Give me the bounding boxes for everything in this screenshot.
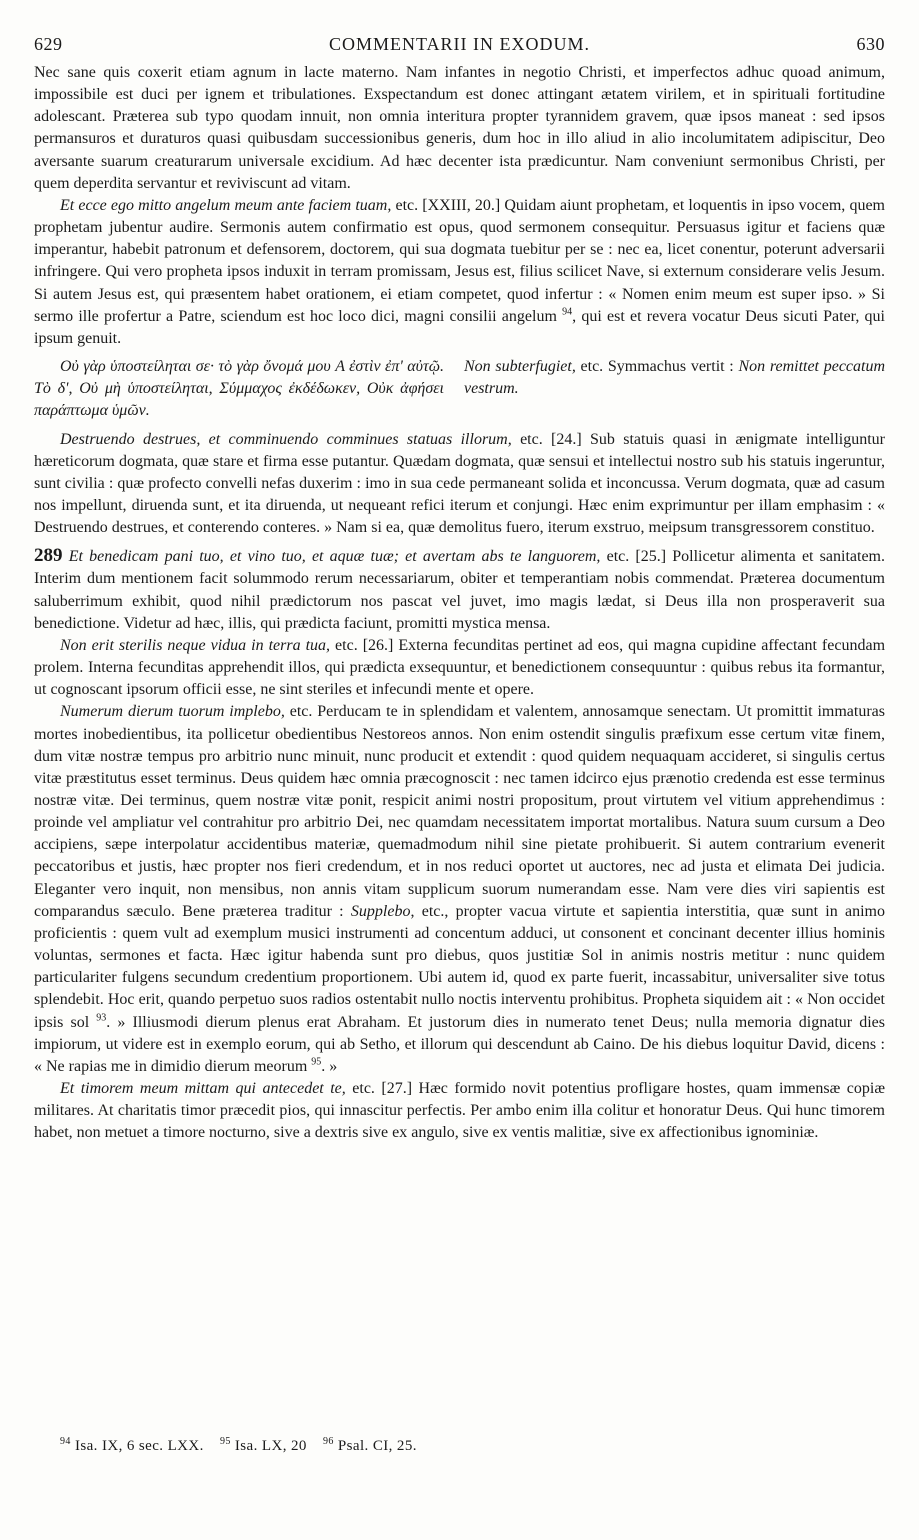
parallel-columns (34, 356, 885, 422)
lemma: Supplebo (350, 902, 411, 920)
footnote-text: Isa. IX, 6 sec. LXX. (74, 1438, 204, 1454)
main-text (34, 62, 885, 1145)
footnote (220, 1438, 313, 1454)
paragraph-text: , qui est et revera vocatur Deus sicuti Pater, qui ipsum genuit. (34, 307, 885, 347)
lemma: Et benedicam pani tuo, et vino tuo, et aquæ tuæ; et avertam abs te languorem, (68, 548, 601, 566)
marginal-number: 289 (34, 545, 63, 567)
lemma: Et ecce ego mitto angelum meum ante faciem tuam, (60, 196, 392, 214)
lemma: Non remittet peccatum vestrum. (464, 358, 886, 398)
lemma: Numerum dierum tuorum implebo, (60, 703, 285, 721)
footnote-number: 96 (322, 1436, 334, 1447)
lemma: Non erit sterilis neque vidua in terra tua, (60, 636, 331, 654)
paragraph-5 (34, 635, 885, 701)
footnote-number: 95 (219, 1436, 231, 1447)
paragraph-2 (34, 195, 885, 350)
footnote-ref: 94 (562, 306, 573, 318)
footnote (60, 1438, 210, 1454)
paragraph-text: etc. [25.] Pollicetur alimenta et sanitatem. Interim dum mentionem facit solummodo rerum necessariarum, obiter et temperantiam nobis commendat. Præterea documentum saluberrimum exhibit, quod nihil prædictorum nos pascat vel juvet, imo magis lædat, si Deus illa non prosperaverit sua benedictione. Videtur ad hæc, illis, qui prædicta faciunt, promitti mystica mensa. (34, 548, 885, 632)
paragraph-text: . » Illiusmodi dierum plenus erat Abraham. Et justorum dies in numerato tenet Deus; nulla memoria dignatur dies impiorum, ut videre est in exemplo eorum, qui ab Setho, et illorum qui descendunt ab Caino. De his diebus loquitur David, dicens : « Ne rapias me in dimidio dierum meorum (34, 1013, 886, 1075)
footnotes (60, 1438, 885, 1455)
lemma: Destruendo destrues, et comminuendo comminues statuas illorum, (60, 430, 512, 448)
paragraph-text: etc. [24.] Sub statuis quasi in ænigmate intelliguntur hæreticorum dogmata, quæ stare et firma esse putantur. Quædam dogmata, quæ sensui et intellectui nostro sub his statuis ingeruntur, sunt civilia : quæ profecto convelli nefas duxerim : imo in sua cede permaneant solida et inconcussa. Verum dogmata, quæ ad casum nos impellunt, diruenda sunt, et ita diruenda, ut nequeant refici iterum et conjungi. Hæc enim exprimuntur per illam emphasim : « Destruendo destrues, et conterendo conteres. » Nam si ea, quæ demolitus fuero, iterum exstruo, meipsum transgressorem constituo. (34, 430, 886, 537)
page-number-left: 629 (34, 34, 63, 54)
paragraph-3 (34, 429, 885, 540)
paragraph-4 (34, 545, 885, 635)
footnote-number: 94 (60, 1436, 71, 1447)
paragraph-text: etc. [XXIII, 20.] Quidam aiunt prophetam, et loquentis in ipso vocem, quem prophetam jubentur audire. Sermonis autem confirmatio est opus, quod sermonem consequitur. Persuasus igitur et faciens quæ imperantur, habebit patronum et defensorem, doctorem, qui sua dogmata tuebitur per se : nec ea, licet conentur, poterunt adversarii infringere. Qui vero propheta ipsos induxit in terram promissam, Jesus est, filius scilicet Nave, si externum considerare velis Jesum. Si autem Jesus est, qui præsentem habet orationem, ei etiam competet, quod infertur : « Nomen enim meum est super ipso. » Si sermo ille profertur a Patre, sciendum est hoc loco dici, magni consilii angelum (34, 196, 886, 325)
paragraph-text: , etc., propter vacua virtute et sapientia interstitia, quæ sunt in animo proficientis : quem vult ad exemplum musici instrumenti ad concentum adduci, ut consonent et concinant decenter illius hominis voluntas, sermones et facta. Hæc igitur habenda sunt pro diebus, quos justitiæ Sol in animis nostris metitur : nunc quidem particulariter fulgens secundum credentium proportionem. Ubi autem id, quod ex parte fuerit, incassabitur, universaliter sive totus splendebit. Hoc erit, quando perpetuo suos radios ostentabit nullo noctis interventu prohibitus. Propheta siquidem ait : « Non occidet ipsis sol (34, 902, 885, 1031)
running-header (34, 34, 885, 58)
footnote-text: Isa. LX, 20 (234, 1438, 307, 1454)
paragraph-7 (34, 1078, 885, 1144)
paragraph-text: etc. [26.] Externa fecunditas pertinet ad eos, qui magna cupidine affectant fecundam prolem. Interna fecunditas apprehendit illos, qui prædicta exsequuntur, et benedictionem consequuntur : quibus rebus ita formantur, ut cognoscant ipsorum officii esse, ne sint steriles et infecundi mente et opere. (34, 636, 886, 699)
footnote-ref: 95 (311, 1056, 322, 1068)
lemma: Et timorem meum mittam qui antecedet te, (60, 1080, 346, 1098)
footnote-text: Psal. CI, 25. (337, 1438, 417, 1454)
greek-column: Οὐ γὰρ ὑποστείληται σε· τὸ γὰρ ὄνομά μου A ἐστὶν ἐπ' αὐτῷ. Τὸ δ', Οὐ μὴ ὑποστείληται, Σύμμαχος ἐκδέδωκεν, Οὐκ ἀφήσει παράπτωμα ὑμῶν. (34, 358, 444, 420)
column-text: etc. Symmachus vertit : (575, 358, 739, 376)
paragraph-text: etc. [27.] Hæc formido novit potentius profligare hostes, quam immensæ copiæ militares. At charitatis timor præcedit pios, qui innascitur perfectis. Per ambo enim illa colitur et honoratur Deus. Qui hunc timorem habet, non metuet a timore nocturno, sive a dextris sive ex angulo, sive ex ventis malitiæ, sive ex affectionibus ignominiæ. (34, 1080, 885, 1142)
lemma: Non subterfugiet, (464, 358, 576, 376)
latin-column (464, 356, 885, 422)
page-number-right: 630 (856, 34, 885, 54)
paragraph-text: . » (321, 1057, 338, 1075)
paragraph-text: etc. Perducam te in splendidam et valentem, annosamque senectam. Ut promittit immaturas mortes inobedientibus, ita pollicetur obedientibus Nestoreos annos. Non enim ostendit singulis præfixum esse certum vitæ finem, dum vitæ nostræ tempus pro arbitrio nunc minuit, nunc producit et extendit : quod quidem nequaquam accideret, si singulis certus vitæ præstitutus esset terminus. Deus quidem hæc omnia præcognoscit : nec tamen idcirco ejus prænotio credenda est esse terminus nostræ vitæ. Dei terminus, quem nostræ vitæ ponit, respicit animi nostri propositum, prout virtutem vel vitium apprehendimus : proinde vel ampliatur vel contrahitur pro arbitrio Dei, nec quamdam necessitatem importat mortalibus. Natura suum cursum a Deo accipiens, sæpe interpolatur accidentibus materiæ, quemadmodum nihil sine pietate prohibuerit. Si autem contrarium evenerit peccatoribus et justis, hæc propter nos fieri credendum, et in nos reduci oportet ut auctores, nec ad justa et elimata Dei judicia. Eleganter vero inquit, non mensibus, non annis vitam supplicum suorum numerandam esse. Nam vere dies viri sapientis est comparandus sæculo. Bene præterea traditur : (34, 703, 886, 920)
paragraph-6 (34, 701, 885, 1078)
running-title: COMMENTARII IN EXODUM. (328, 34, 591, 54)
paragraph-1: Nec sane quis coxerit etiam agnum in lacte materno. Nam infantes in negotio Christi, et imperfectos adhuc quoad animum, impossibile est duci per ignem et tribulationes. Exspectandum est donec attingant ætatem virilem, et in spirituali fortitudine adolescant. Præterea sub typo quodam innuit, non omnia interitura propter tyrannidem gravem, quæ ipsos maneat : sed ipsos permansuros et duraturos quasi quibusdam successionibus generis, dum hoc in illo aliud in alio incolumitatem adipiscitur, Deo aversante suarum creaturarum universale excidium. Ad hæc decenter ista prædicuntur. Nam conveniunt sermonibus Christi, per quem deperdita servantur et reviviscunt ad vitam. (34, 64, 885, 192)
footnote (323, 1438, 423, 1454)
footnote-ref: 93 (96, 1012, 107, 1024)
